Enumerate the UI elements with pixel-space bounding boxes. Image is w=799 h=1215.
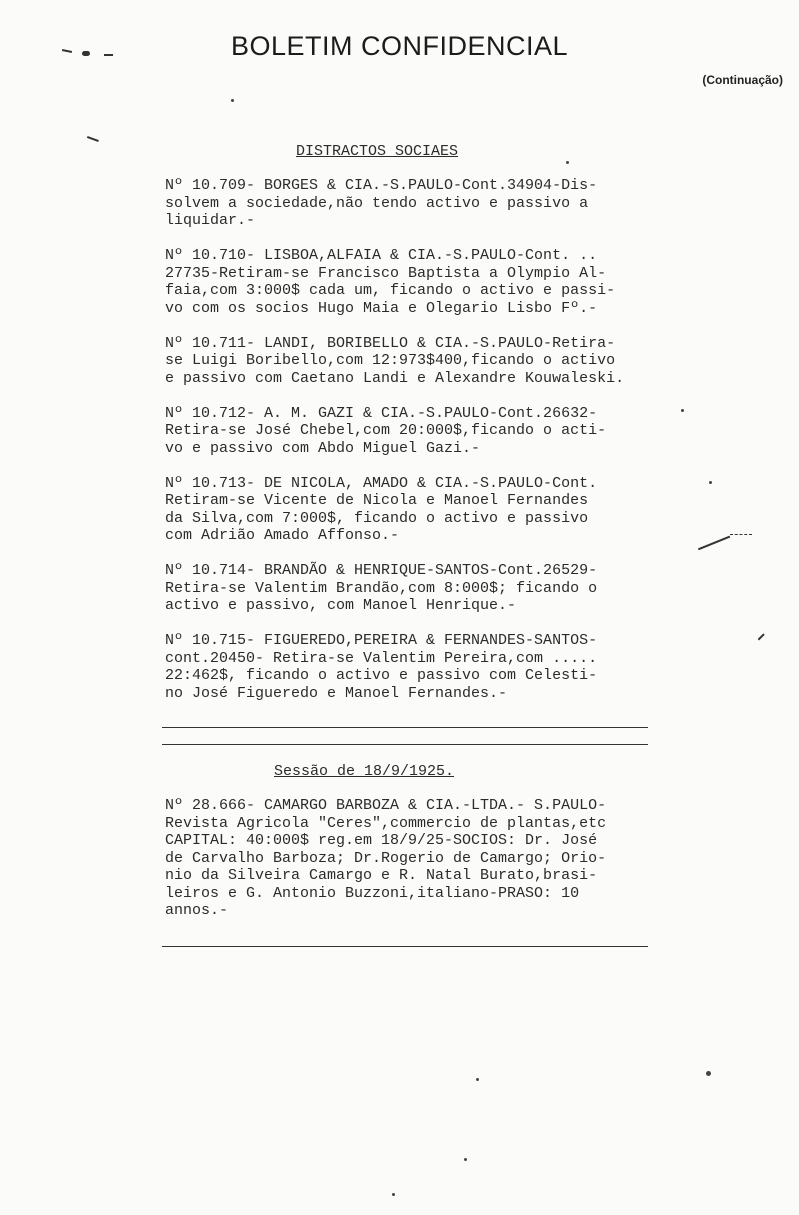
scan-speck: [392, 1193, 395, 1196]
separator-rule: [162, 744, 648, 745]
entry-line: se Luigi Boribello,com 12:973$400,ficando o activo: [165, 352, 616, 369]
section-heading-sessao: Sessão de 18/9/1925.: [274, 763, 455, 780]
entry-line: e passivo com Caetano Landi e Alexandre Kouwaleski.: [165, 369, 625, 387]
entry-line: da Silva,com 7:000$, ficando o activo e passivo: [165, 509, 589, 527]
entry-line: liquidar.-: [165, 212, 256, 229]
entry-line: Nº 10.711- LANDI, BORIBELLO & CIA.-S.PAULO-Retira-: [165, 334, 616, 352]
entry-10711: [165, 335, 685, 388]
scan-speck: [464, 1158, 467, 1161]
scan-mark: [87, 136, 99, 142]
entry-10712: [165, 405, 685, 458]
entry-10710: [165, 247, 685, 317]
entry-line: CAPITAL: 40:000$ reg.em 18/9/25-SOCIOS: Dr. José: [165, 832, 598, 849]
scan-speck: [709, 481, 712, 484]
scan-mark: [730, 534, 752, 536]
entry-line: vo e passivo com Abdo Miguel Gazi.-: [165, 439, 481, 457]
section-heading-distractos: DISTRACTOS SOCIAES: [296, 143, 459, 160]
entry-line: solvem a sociedade,não tendo activo e passivo a: [165, 194, 589, 212]
entry-line: Nº 10.712- A. M. GAZI & CIA.-S.PAULO-Cont.26632-: [165, 404, 598, 422]
scan-speck: [476, 1078, 479, 1081]
entry-line: com Adrião Amado Affonso.-: [165, 527, 400, 544]
entry-10709: [165, 177, 685, 230]
entry-line: 27735-Retiram-se Francisco Baptista a Olympio Al-: [165, 264, 607, 282]
entry-line: de Carvalho Barboza; Dr.Rogerio de Camargo; Orio-: [165, 849, 607, 867]
entry-10715: [165, 632, 685, 702]
entry-line: annos.-: [165, 902, 229, 919]
entry-28666: [165, 797, 685, 920]
entry-line: Retira-se Valentim Brandão,com 8:000$; ficando o: [165, 579, 598, 597]
separator-rule: [162, 727, 648, 728]
sessao-entries: [165, 797, 685, 937]
scan-speck: [681, 409, 684, 412]
scan-mark: [698, 536, 730, 550]
entry-line: Nº 10.713- DE NICOLA, AMADO & CIA.-S.PAULO-Cont.: [165, 474, 598, 492]
scan-mark: [82, 51, 90, 56]
entry-line: Retira-se José Chebel,com 20:000$,ficando o acti-: [165, 422, 607, 439]
page-title: BOLETIM CONFIDENCIAL: [230, 31, 569, 61]
entry-line: faia,com 3:000$ cada um, ficando o activo e passi-: [165, 282, 616, 299]
separator-rule: [162, 946, 648, 947]
entry-line: cont.20450- Retira-se Valentim Pereira,com .....: [165, 649, 598, 667]
entry-line: Nº 10.714- BRANDÃO & HENRIQUE-SANTOS-Cont.26529-: [165, 562, 598, 579]
entry-line: vo com os socios Hugo Maia e Olegario Lisbo Fº.-: [165, 299, 598, 317]
entry-line: Retiram-se Vicente de Nicola e Manoel Fernandes: [165, 492, 589, 509]
scan-mark: [104, 54, 113, 56]
entry-line: nio da Silveira Camargo e R. Natal Burato,brasi-: [165, 867, 598, 884]
entry-line: Nº 28.666- CAMARGO BARBOZA & CIA.-LTDA.- S.PAULO-: [165, 797, 607, 814]
entry-10713: [165, 475, 685, 545]
entry-line: Revista Agricola "Ceres",commercio de plantas,etc: [165, 814, 607, 832]
scan-speck: [231, 99, 234, 102]
entry-line: activo e passivo, com Manoel Henrique.-: [165, 597, 517, 614]
scan-mark: [758, 633, 765, 640]
entry-10714: [165, 562, 685, 615]
entry-line: Nº 10.709- BORGES & CIA.-S.PAULO-Cont.34904-Dis-: [165, 177, 598, 194]
entry-line: Nº 10.710- LISBOA,ALFAIA & CIA.-S.PAULO-Cont. ..: [165, 247, 598, 264]
entry-line: Nº 10.715- FIGUEREDO,PEREIRA & FERNANDES-SANTOS-: [165, 632, 598, 649]
distractos-entries: [165, 177, 685, 720]
entry-line: no José Figueredo e Manoel Fernandes.-: [165, 684, 508, 702]
continuation-label: (Continuação): [702, 73, 783, 87]
entry-line: leiros e G. Antonio Buzzoni,italiano-PRASO: 10: [165, 884, 580, 902]
scan-speck: [706, 1071, 711, 1076]
scan-speck: [566, 161, 569, 164]
entry-line: 22:462$, ficando o activo e passivo com Celesti-: [165, 667, 598, 684]
